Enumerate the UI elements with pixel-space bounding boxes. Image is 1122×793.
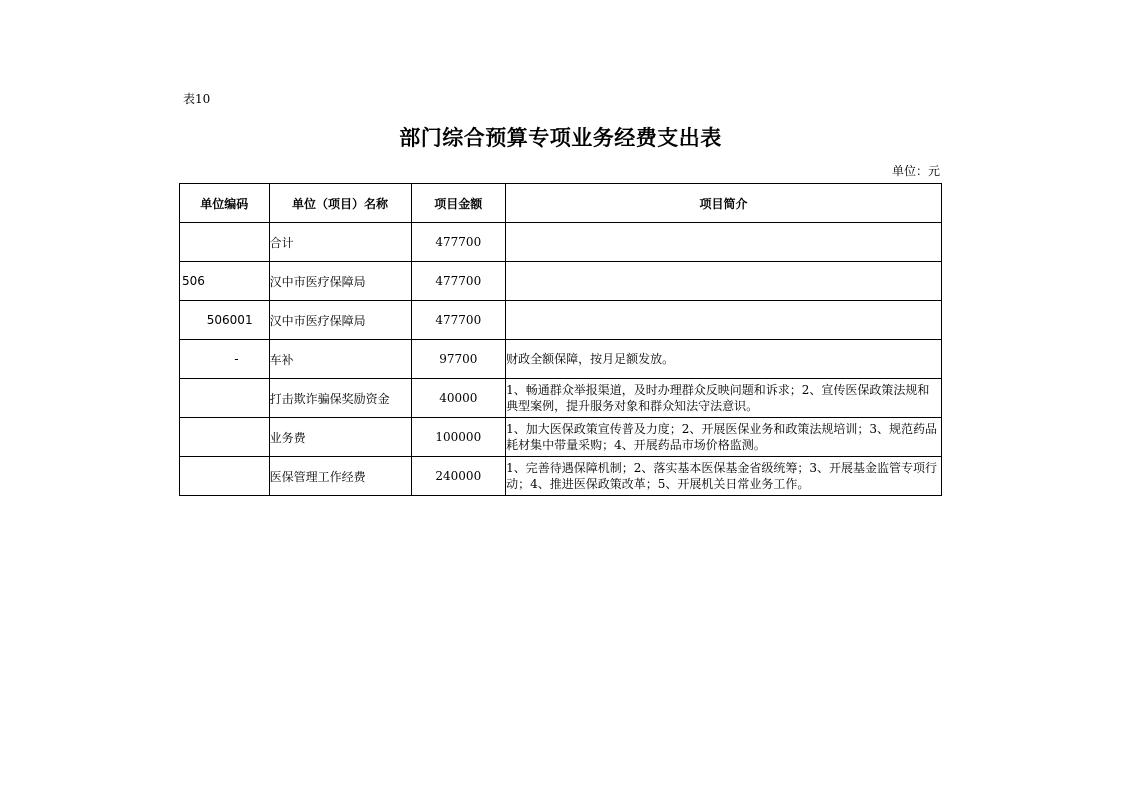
description-cell <box>506 262 942 301</box>
amount-cell: 100000 <box>411 418 506 457</box>
amount-cell: 97700 <box>411 340 506 379</box>
amount-cell: 240000 <box>411 457 506 496</box>
table-row <box>180 457 942 496</box>
table-row <box>180 418 942 457</box>
description-cell: 1、加大医保政策宣传普及力度；2、开展医保业务和政策法规培训；3、规范药品耗材集中带量采购；4、开展药品市场价格监测。 <box>506 418 942 457</box>
unit-code-cell <box>180 379 270 418</box>
description-cell: 财政全额保障，按月足额发放。 <box>506 340 942 379</box>
project-name-cell: 医保管理工作经费 <box>269 457 411 496</box>
unit-code-cell: 506 <box>180 262 270 301</box>
amount-cell: 477700 <box>411 262 506 301</box>
column-header-name: 单位（项目）名称 <box>269 184 411 223</box>
column-header-description: 项目简介 <box>506 184 942 223</box>
table-number-label: 表10 <box>183 92 211 106</box>
table-row <box>180 301 942 340</box>
unit-code-cell: - <box>180 340 270 379</box>
table-row <box>180 340 942 379</box>
unit-name-cell: 汉中市医疗保障局 <box>269 262 411 301</box>
column-header-amount: 项目金额 <box>411 184 506 223</box>
unit-note: 单位：元 <box>891 164 940 178</box>
description-cell <box>506 223 942 262</box>
amount-cell: 477700 <box>411 223 506 262</box>
unit-name-cell: 汉中市医疗保障局 <box>269 301 411 340</box>
column-header-code: 单位编码 <box>180 184 270 223</box>
description-cell: 1、畅通群众举报渠道，及时办理群众反映问题和诉求；2、宣传医保政策法规和典型案例，提升服务对象和群众知法守法意识。 <box>506 379 942 418</box>
budget-table <box>179 183 942 496</box>
description-cell <box>506 301 942 340</box>
unit-code-cell: 506001 <box>180 301 270 340</box>
table-row <box>180 262 942 301</box>
unit-name-cell: 合计 <box>269 223 411 262</box>
table-header-row <box>180 184 942 223</box>
amount-cell: 40000 <box>411 379 506 418</box>
project-name-cell: 打击欺诈骗保奖励资金 <box>269 379 411 418</box>
unit-code-cell <box>180 418 270 457</box>
table-row-total <box>180 223 942 262</box>
project-name-cell: 车补 <box>269 340 411 379</box>
page-title: 部门综合预算专项业务经费支出表 <box>399 125 722 150</box>
amount-cell: 477700 <box>411 301 506 340</box>
table-row <box>180 379 942 418</box>
project-name-cell: 业务费 <box>269 418 411 457</box>
unit-code-cell <box>180 457 270 496</box>
unit-code-cell <box>180 223 270 262</box>
description-cell: 1、完善待遇保障机制；2、落实基本医保基金省级统筹；3、开展基金监管专项行动；4、推进医保政策改革；5、开展机关日常业务工作。 <box>506 457 942 496</box>
